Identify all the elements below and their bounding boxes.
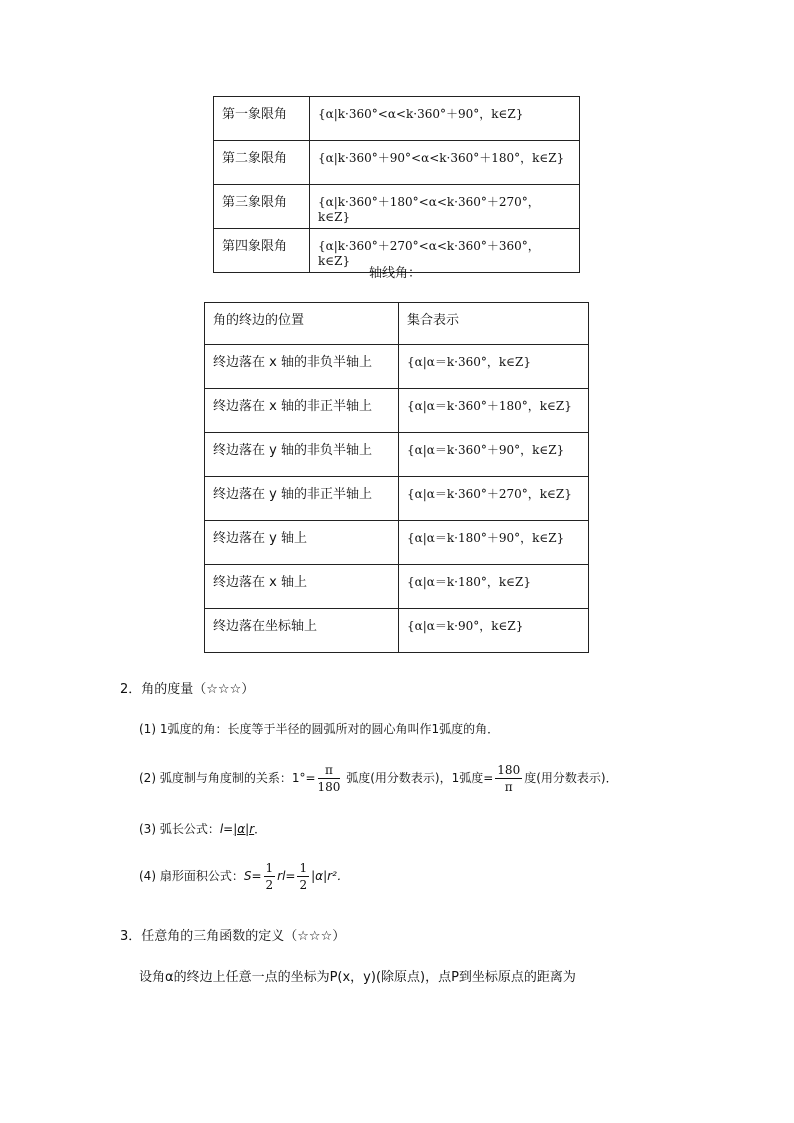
set-representation: {α|α＝k·180°，k∈Z} — [399, 565, 589, 609]
fraction-denominator: 2 — [299, 878, 308, 892]
arc-length-label: (3) 弧长公式： — [139, 822, 220, 836]
column-header-position: 角的终边的位置 — [205, 303, 399, 345]
table-row — [205, 609, 589, 653]
terminal-side-position: 终边落在坐标轴上 — [205, 609, 399, 653]
quadrant-set: {α|k·360°＋180°<α<k·360°＋270°，k∈Z} — [310, 185, 580, 229]
quadrant-name: 第四象限角 — [214, 229, 310, 273]
quadrant-set: {α|k·360°＋90°<α<k·360°＋180°，k∈Z} — [310, 141, 580, 185]
arc-length-end: ． — [254, 822, 267, 836]
quadrant-angle-table — [213, 96, 580, 273]
fraction-denominator: π — [504, 780, 513, 794]
set-representation: {α|α＝k·360°＋270°，k∈Z} — [399, 477, 589, 521]
terminal-side-position: 终边落在 y 轴的非正半轴上 — [205, 477, 399, 521]
table-row — [214, 185, 580, 229]
fraction-denominator: 2 — [265, 878, 274, 892]
set-representation: {α|α＝k·90°，k∈Z} — [399, 609, 589, 653]
conversion-text-c: 度(用分数表示)． — [524, 771, 618, 785]
arc-length-lhs: l= — [219, 822, 234, 836]
sector-area-label: (4) 扇形面积公式： — [139, 869, 244, 883]
conversion-text-a: (2) 弧度制与角度制的关系：1°= — [139, 771, 316, 785]
sector-area-mid: rl= — [277, 869, 296, 883]
fraction-numerator: 1 — [265, 861, 274, 875]
axis-angle-caption: 轴线角： — [369, 266, 422, 281]
axis-angle-table — [204, 302, 589, 653]
fraction-pi-over-180 — [318, 762, 341, 795]
terminal-side-position: 终边落在 x 轴的非负半轴上 — [205, 345, 399, 389]
section-3-text: 设角α的终边上任意一点的坐标为P(x，y)(除原点)，点P到坐标原点的距离为 — [139, 970, 576, 985]
table-row — [214, 97, 580, 141]
item-1-radian-definition: (1) 1弧度的角：长度等于半径的圆弧所对的圆心角叫作1弧度的角． — [139, 722, 500, 736]
fraction-one-half-2 — [297, 860, 309, 893]
fraction-denominator: 180 — [317, 780, 341, 794]
item-3-arc-length — [139, 820, 266, 837]
quadrant-set: {α|k·360°＋270°<α<k·360°＋360°，k∈Z} — [310, 229, 580, 273]
quadrant-name: 第二象限角 — [214, 141, 310, 185]
terminal-side-position: 终边落在 y 轴的非负半轴上 — [205, 433, 399, 477]
quadrant-name: 第一象限角 — [214, 97, 310, 141]
terminal-side-position: 终边落在 x 轴上 — [205, 565, 399, 609]
terminal-side-position: 终边落在 y 轴上 — [205, 521, 399, 565]
section-2-title: 2．角的度量（☆☆☆） — [120, 682, 255, 697]
set-representation: {α|α＝k·360°＋90°，k∈Z} — [399, 433, 589, 477]
quadrant-set: {α|k·360°<α<k·360°＋90°，k∈Z} — [310, 97, 580, 141]
fraction-numerator: π — [318, 762, 341, 779]
sector-area-end: |α|r²． — [311, 869, 349, 883]
set-representation: {α|α＝k·360°，k∈Z} — [399, 345, 589, 389]
fraction-180-over-pi — [495, 762, 522, 795]
table-row — [205, 565, 589, 609]
table-row — [205, 345, 589, 389]
item-4-sector-area — [139, 860, 349, 893]
terminal-side-position: 终边落在 x 轴的非正半轴上 — [205, 389, 399, 433]
column-header-set: 集合表示 — [399, 303, 589, 345]
item-2-conversion — [139, 762, 618, 795]
arc-length-rhs: |α|r — [233, 822, 255, 836]
conversion-text-b: 弧度(用分数表示)，1弧度= — [342, 771, 494, 785]
table-row — [205, 433, 589, 477]
table-row — [205, 389, 589, 433]
quadrant-name: 第三象限角 — [214, 185, 310, 229]
section-3-title: 3．任意角的三角函数的定义（☆☆☆） — [120, 929, 346, 944]
sector-area-lhs: S= — [243, 869, 262, 883]
fraction-numerator: 180 — [497, 763, 521, 777]
fraction-numerator: 1 — [299, 861, 308, 875]
set-representation: {α|α＝k·360°＋180°，k∈Z} — [399, 389, 589, 433]
set-representation: {α|α＝k·180°＋90°，k∈Z} — [399, 521, 589, 565]
table-row — [205, 477, 589, 521]
table-row — [205, 521, 589, 565]
fraction-one-half — [264, 860, 276, 893]
table-row — [214, 141, 580, 185]
table-header-row — [205, 303, 589, 345]
